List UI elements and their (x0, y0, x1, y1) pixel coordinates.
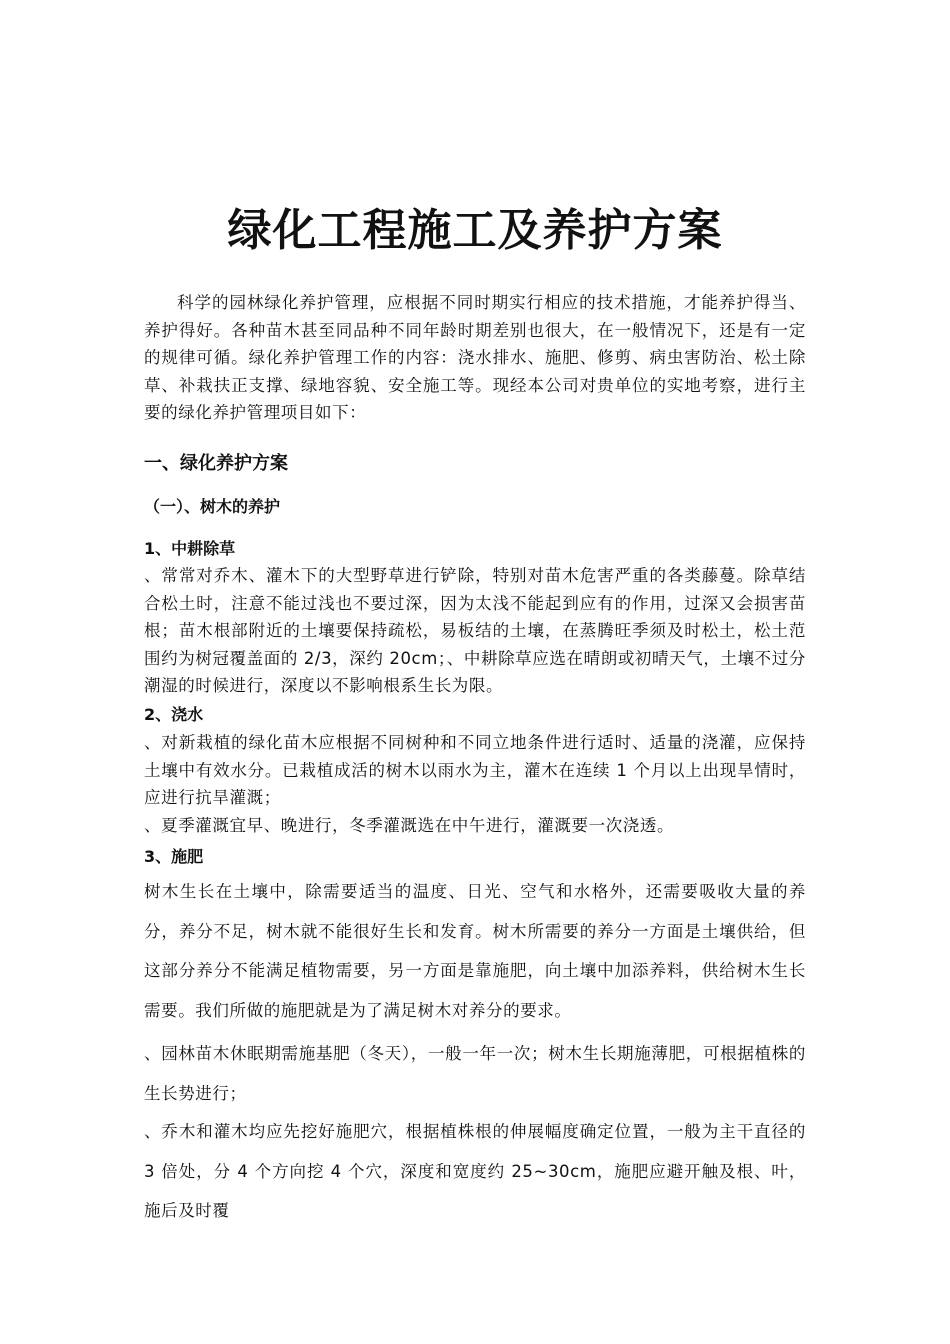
watering-paragraph-1: 、对新栽植的绿化苗木应根据不同树种和不同立地条件进行适时、适量的浇灌，应保持土壤中有效水分。已栽植成活的树木以雨水为主，灌木在连续 1 个月以上出现旱情时，应进行抗旱灌溉； (144, 733, 806, 807)
item-heading-fertilizing: 3、施肥 (144, 847, 204, 866)
section-heading: 一、绿化养护方案 (144, 453, 288, 474)
document-title: 绿化工程施工及养护方案 (227, 205, 723, 256)
watering-paragraph-2: 、夏季灌溉宜早、晚进行，冬季灌溉选在中午进行，灌溉要一次浇透。 (144, 816, 675, 835)
item-heading-weeding: 1、中耕除草 (144, 539, 236, 558)
weeding-paragraph: 、常常对乔木、灌木下的大型野草进行铲除，特别对苗木危害严重的各类藤蔓。除草结合松土时，注意不能过浅也不要过深，因为太浅不能起到应有的作用，过深又会损害苗根；苗木根部附近的土壤要保持疏松，易板结的土壤，在蒸腾旺季须及时松土，松土范围约为树冠覆盖面的 2/3，深约 20cm；、中耕除草应选在晴朗或初晴天气，土壤不过分潮湿的时候进行，深度以不影响根系生长为限。 (144, 566, 806, 695)
subsection-heading: （一）、树木的养护 (144, 497, 281, 516)
intro-paragraph: 科学的园林绿化养护管理，应根据不同时期实行相应的技术措施，才能养护得当、养护得好。各种苗木甚至同品种不同年龄时期差别也很大，在一般情况下，还是有一定的规律可循。绿化养护管理工作的内容：浇水排水、施肥、修剪、病虫害防治、松土除草、补栽扶正支撑、绿地容貌、安全施工等。现经本公司对贵单位的实地考察，进行主要的绿化养护管理项目如下： (144, 293, 806, 422)
fertilizing-paragraph-2: 、园林苗木休眠期需施基肥（冬天），一般一年一次；树木生长期施薄肥，可根据植株的生长势进行； (144, 1044, 806, 1103)
item-heading-watering: 2、浇水 (144, 705, 204, 724)
fertilizing-paragraph-1: 树木生长在土壤中，除需要适当的温度、日光、空气和水格外，还需要吸收大量的养分，养分不足，树木就不能很好生长和发育。树木所需要的养分一方面是土壤供给，但这部分养分不能满足植物需要，另一方面是靠施肥，向土壤中加添养料，供给树木生长需要。我们所做的施肥就是为了满足树木对养分的要求。 (144, 882, 806, 1020)
fertilizing-paragraph-3: 、乔木和灌木均应先挖好施肥穴，根据植株根的伸展幅度确定位置，一般为主干直径的 3 倍处，分 4 个方向挖 4 个穴，深度和宽度约 25~30cm，施肥应避开触及根、叶，施后及时覆 (144, 1122, 806, 1220)
